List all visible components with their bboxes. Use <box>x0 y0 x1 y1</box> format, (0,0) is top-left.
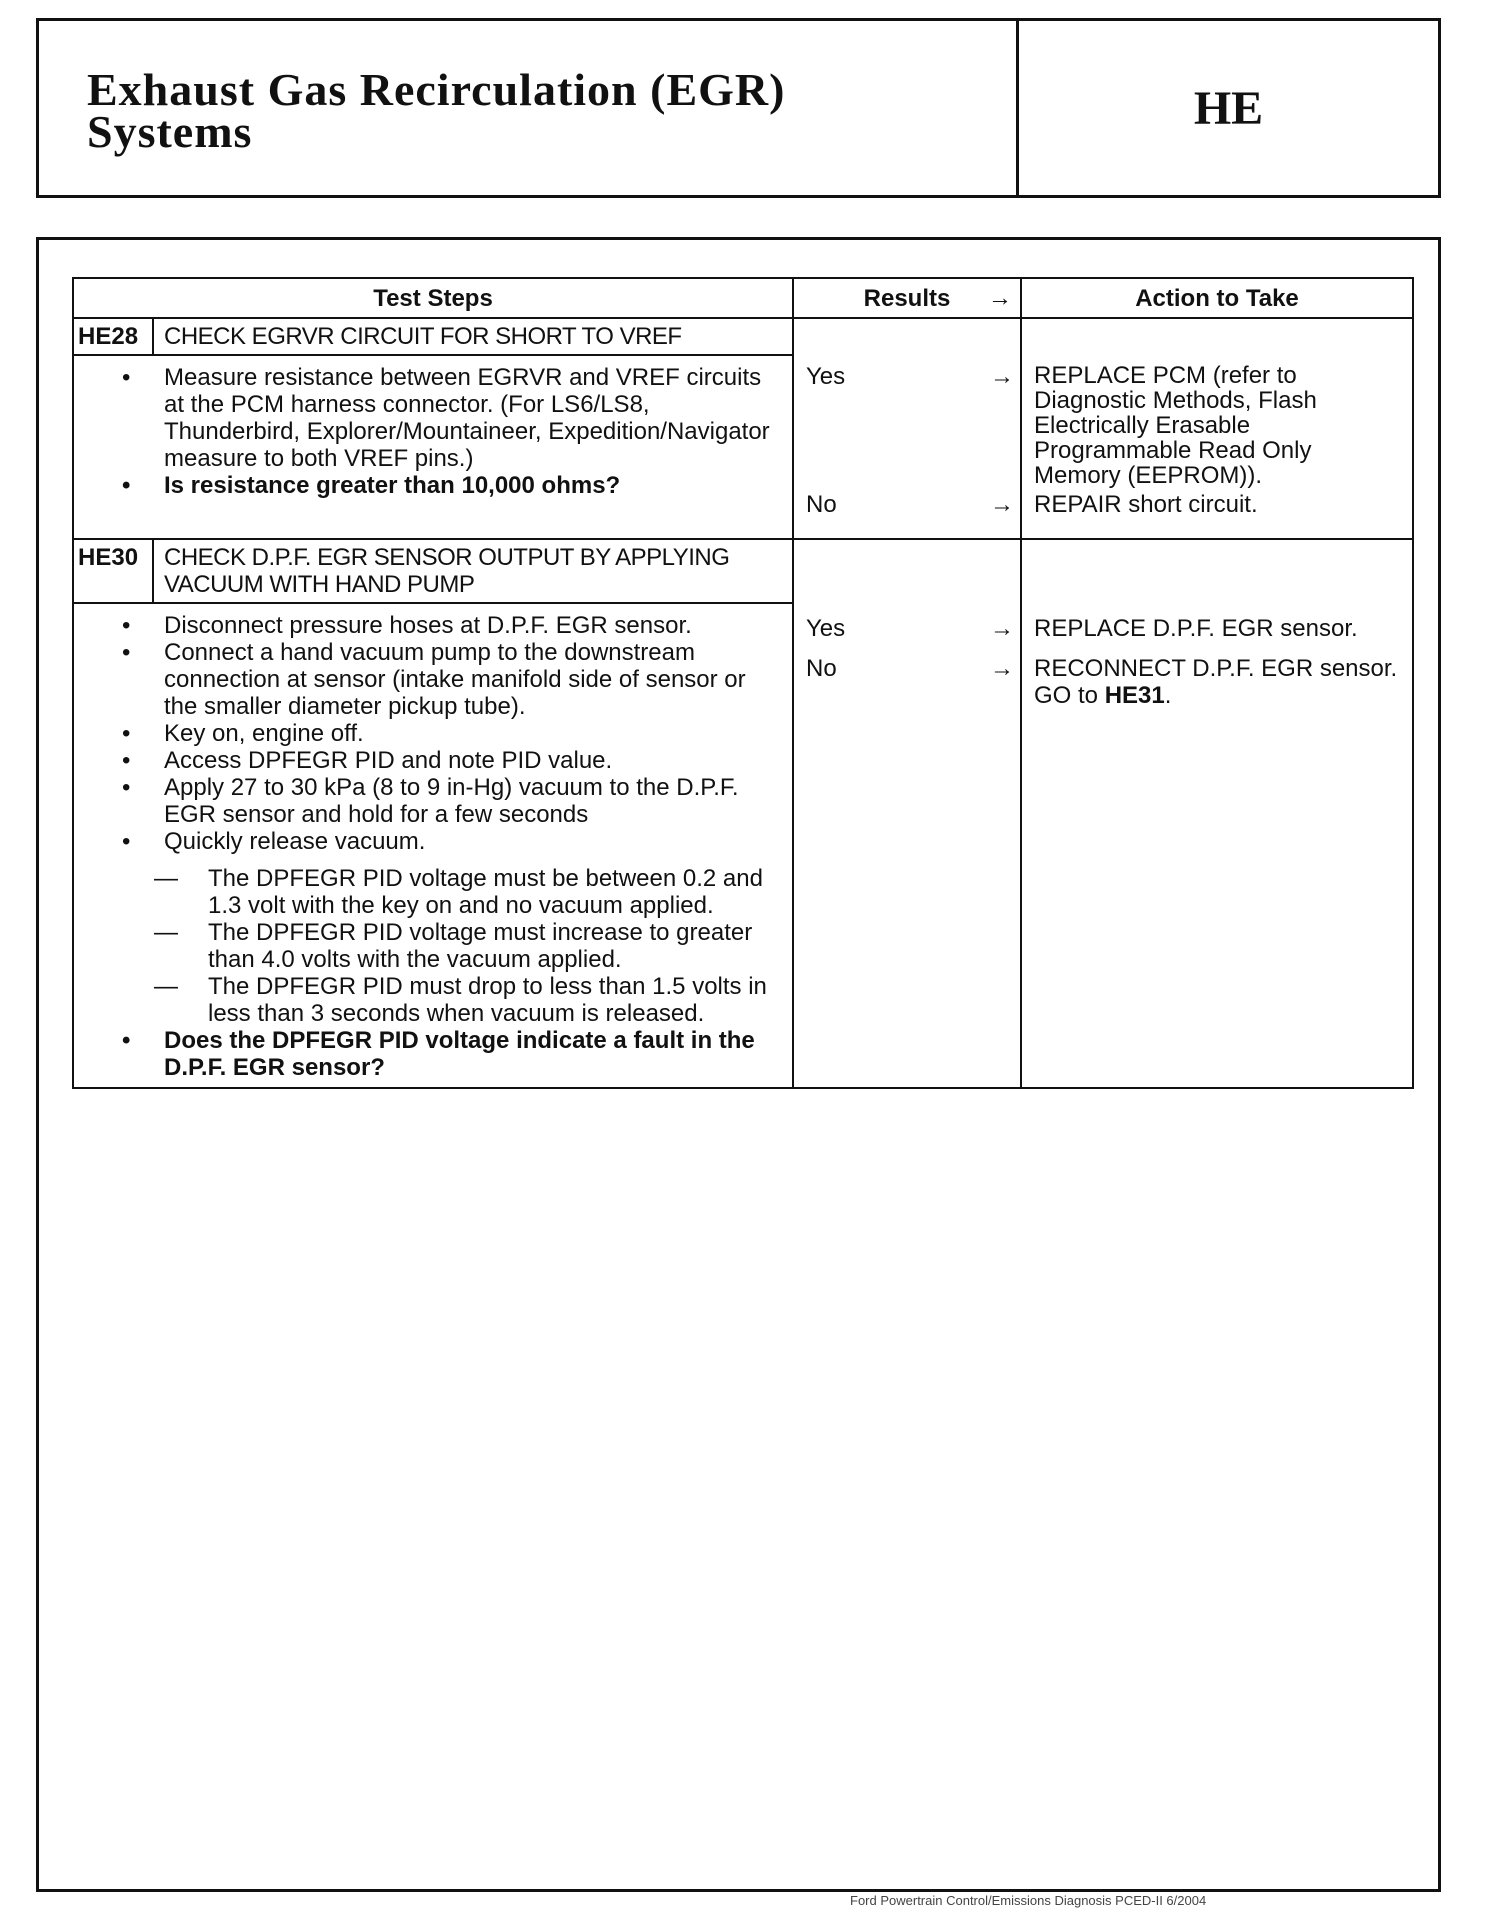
result-label: No <box>806 655 837 682</box>
result-no <box>806 655 1014 682</box>
step-title: CHECK D.P.F. EGR SENSOR OUTPUT BY APPLYING VACUUM WITH HAND PUMP <box>153 539 793 603</box>
result-label: Yes <box>806 363 846 390</box>
page-header <box>36 18 1441 198</box>
arrow-icon: → <box>990 363 1014 390</box>
result-label: No <box>806 491 837 518</box>
step-dash-item: — The DPFEGR PID voltage must increase to greater than 4.0 volts with the vacuum applied. <box>118 919 772 973</box>
step-bullet-list <box>118 612 772 855</box>
step-bullet-list <box>118 364 772 499</box>
step-bullet: • Disconnect pressure hoses at D.P.F. EGR sensor. <box>118 612 772 639</box>
step-question: • Does the DPFEGR PID voltage indicate a fault in the D.P.F. EGR sensor? <box>118 1027 772 1081</box>
step-body-row <box>73 355 1413 539</box>
results-cell <box>793 355 1021 539</box>
action-text-suffix: . <box>1164 682 1172 709</box>
result-no <box>806 491 1014 518</box>
action-step-ref: HE31 <box>1104 682 1165 709</box>
action-spacer <box>1021 318 1413 355</box>
header-action: Action to Take <box>1021 278 1413 318</box>
step-question-list <box>118 1027 772 1081</box>
arrow-icon: → <box>990 615 1014 642</box>
header-arrow-icon: → <box>988 284 1012 312</box>
step-title-row <box>73 539 1413 603</box>
step-title-row <box>73 318 1413 355</box>
step-bullet: • Apply 27 to 30 kPa (8 to 9 in-Hg) vacuum to the D.P.F. EGR sensor and hold for a few seconds <box>118 774 772 828</box>
step-dash-item: — The DPFEGR PID voltage must be between 0.2 and 1.3 volt with the key on and no vacuum applied. <box>118 865 772 919</box>
step-id: HE30 <box>73 539 153 603</box>
result-yes <box>806 615 1014 642</box>
step-bullet: • Measure resistance between EGRVR and VREF circuits at the PCM harness connector. (For LS6/LS8, Thunderbird, Explorer/Mountaineer, Expedition/Navigator measure to both VREF pins.) <box>118 364 772 472</box>
result-label: Yes <box>806 615 846 642</box>
step-bullet: • Quickly release vacuum. <box>118 828 772 855</box>
step-body-row <box>73 603 1413 1088</box>
test-steps-table <box>72 277 1414 1089</box>
section-title-line-1: Exhaust Gas Recirculation (EGR) <box>87 64 786 115</box>
step-bullet: • Connect a hand vacuum pump to the downstream connection at sensor (intake manifold side of sensor or the smaller diameter pickup tube). <box>118 639 772 720</box>
action-text: REPLACE D.P.F. EGR sensor. <box>1034 615 1358 642</box>
arrow-icon: → <box>990 655 1014 682</box>
results-cell <box>793 603 1021 1088</box>
results-spacer <box>793 539 1021 603</box>
step-bullet: • Key on, engine off. <box>118 720 772 747</box>
section-code: HE <box>1193 81 1264 135</box>
section-title-line-2: Systems <box>87 106 253 157</box>
step-instructions <box>73 603 793 1088</box>
step-dash-list <box>118 865 772 1027</box>
step-id: HE28 <box>73 318 153 355</box>
action-cell <box>1021 355 1413 539</box>
header-results-label: Results <box>863 284 951 312</box>
action-text: REPAIR short circuit. <box>1034 491 1258 518</box>
action-spacer <box>1021 539 1413 603</box>
action-text-prefix: RECONNECT D.P.F. EGR sensor. GO to <box>1034 655 1398 709</box>
step-title: CHECK EGRVR CIRCUIT FOR SHORT TO VREF <box>153 318 793 355</box>
step-dash-item: — The DPFEGR PID must drop to less than 1.5 volts in less than 3 seconds when vacuum is released. <box>118 973 772 1027</box>
arrow-icon: → <box>990 491 1014 518</box>
result-yes <box>806 363 1014 390</box>
table-header-row <box>73 278 1413 318</box>
step-instructions <box>73 355 793 539</box>
action-cell <box>1021 603 1413 1088</box>
results-spacer <box>793 318 1021 355</box>
step-question: • Is resistance greater than 10,000 ohms? <box>118 472 772 499</box>
page-footer: Ford Powertrain Control/Emissions Diagnosis PCED-II 6/2004 <box>850 1893 1207 1908</box>
action-text <box>1034 655 1402 709</box>
action-text: REPLACE PCM (refer to Diagnostic Methods, Flash Electrically Erasable Programmable Read Only Memory (EEPROM)). <box>1034 362 1317 489</box>
header-results <box>793 278 1021 318</box>
step-bullet: • Access DPFEGR PID and note PID value. <box>118 747 772 774</box>
header-test-steps: Test Steps <box>73 278 793 318</box>
section-title <box>39 21 1019 195</box>
